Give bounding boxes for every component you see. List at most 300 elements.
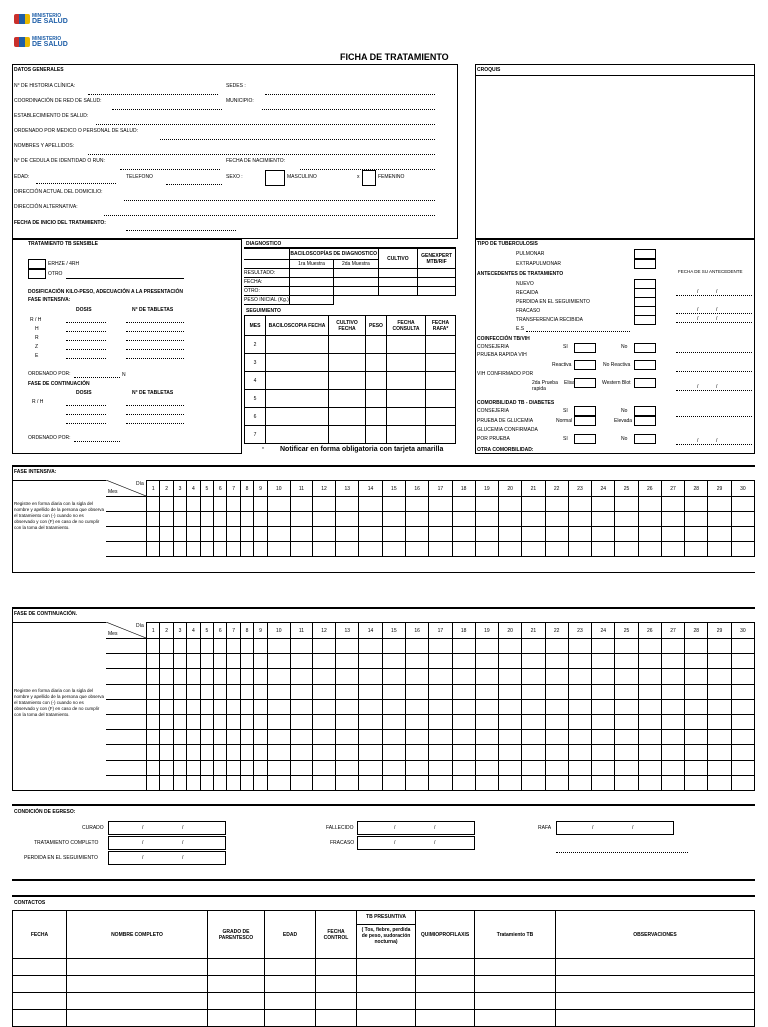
day-cell[interactable] (499, 639, 522, 654)
day-cell[interactable] (708, 527, 731, 542)
day-cell[interactable] (475, 775, 498, 790)
nombres-field[interactable] (88, 154, 435, 155)
mes-cell[interactable] (106, 775, 147, 790)
day-cell[interactable] (382, 542, 405, 557)
day-cell[interactable] (708, 745, 731, 760)
day-cell[interactable] (638, 699, 661, 714)
day-cell[interactable] (312, 669, 335, 684)
day-cell[interactable] (254, 684, 267, 699)
day-cell[interactable] (685, 497, 708, 512)
day-cell[interactable] (227, 745, 240, 760)
dose-field[interactable] (66, 423, 106, 424)
day-cell[interactable] (336, 730, 359, 745)
day-cell[interactable] (240, 714, 253, 729)
day-cell[interactable] (475, 760, 498, 775)
day-cell[interactable] (661, 760, 684, 775)
telefono-field[interactable] (166, 184, 222, 185)
day-cell[interactable] (429, 654, 452, 669)
day-cell[interactable] (267, 730, 290, 745)
tablets-field[interactable] (126, 340, 184, 341)
day-cell[interactable] (200, 714, 213, 729)
day-cell[interactable] (312, 699, 335, 714)
diag-cell[interactable] (378, 278, 418, 287)
perdida-egreso-field[interactable] (108, 851, 226, 865)
day-cell[interactable] (615, 714, 638, 729)
contact-cell[interactable] (265, 993, 316, 1010)
day-cell[interactable] (731, 714, 754, 729)
day-cell[interactable] (214, 775, 227, 790)
day-cell[interactable] (429, 745, 452, 760)
day-cell[interactable] (708, 760, 731, 775)
contact-cell[interactable] (556, 993, 755, 1010)
day-cell[interactable] (214, 714, 227, 729)
seg-cell[interactable] (366, 336, 387, 354)
day-cell[interactable] (227, 669, 240, 684)
diag-cell[interactable] (418, 278, 456, 287)
day-cell[interactable] (312, 730, 335, 745)
tablets-field[interactable] (126, 423, 184, 424)
day-cell[interactable] (227, 654, 240, 669)
day-cell[interactable] (200, 654, 213, 669)
day-cell[interactable] (290, 714, 312, 729)
day-cell[interactable] (615, 512, 638, 527)
ordenado-intensiva-field[interactable] (74, 377, 120, 378)
day-cell[interactable] (638, 745, 661, 760)
day-cell[interactable] (173, 639, 186, 654)
day-cell[interactable] (452, 684, 475, 699)
seg-cell[interactable] (366, 372, 387, 390)
day-cell[interactable] (685, 654, 708, 669)
day-cell[interactable] (452, 639, 475, 654)
day-cell[interactable] (187, 527, 200, 542)
mes-cell[interactable] (106, 760, 147, 775)
day-cell[interactable] (290, 527, 312, 542)
day-cell[interactable] (661, 775, 684, 790)
seg-cell[interactable] (366, 354, 387, 372)
contact-cell[interactable] (416, 993, 475, 1010)
day-cell[interactable] (661, 730, 684, 745)
day-cell[interactable] (359, 714, 382, 729)
day-cell[interactable] (214, 669, 227, 684)
day-cell[interactable] (160, 714, 173, 729)
day-cell[interactable] (187, 699, 200, 714)
day-cell[interactable] (429, 512, 452, 527)
day-cell[interactable] (405, 639, 428, 654)
day-cell[interactable] (336, 512, 359, 527)
day-cell[interactable] (254, 527, 267, 542)
day-cell[interactable] (661, 542, 684, 557)
seg-cell[interactable] (329, 354, 366, 372)
day-cell[interactable] (499, 699, 522, 714)
seg-cell[interactable] (366, 408, 387, 426)
day-cell[interactable] (160, 639, 173, 654)
elisa-checkbox[interactable] (574, 378, 596, 388)
contact-cell[interactable] (265, 976, 316, 993)
day-cell[interactable] (173, 527, 186, 542)
day-cell[interactable] (731, 699, 754, 714)
day-cell[interactable] (254, 669, 267, 684)
seg-cell[interactable] (426, 408, 456, 426)
mes-cell[interactable] (106, 730, 147, 745)
day-cell[interactable] (267, 654, 290, 669)
day-cell[interactable] (290, 669, 312, 684)
day-cell[interactable] (290, 542, 312, 557)
historia-field[interactable] (88, 94, 218, 95)
day-cell[interactable] (568, 699, 591, 714)
day-cell[interactable] (568, 745, 591, 760)
day-cell[interactable] (685, 699, 708, 714)
day-cell[interactable] (359, 775, 382, 790)
day-cell[interactable] (382, 730, 405, 745)
day-cell[interactable] (290, 745, 312, 760)
day-cell[interactable] (336, 745, 359, 760)
seg-cell[interactable] (426, 390, 456, 408)
day-cell[interactable] (160, 512, 173, 527)
day-cell[interactable] (615, 775, 638, 790)
day-cell[interactable] (499, 542, 522, 557)
day-cell[interactable] (160, 497, 173, 512)
day-cell[interactable] (405, 775, 428, 790)
day-cell[interactable] (227, 730, 240, 745)
day-cell[interactable] (615, 730, 638, 745)
mes-cell[interactable] (106, 714, 147, 729)
day-cell[interactable] (214, 699, 227, 714)
day-cell[interactable] (545, 714, 568, 729)
seg-cell[interactable] (266, 408, 329, 426)
day-cell[interactable] (661, 639, 684, 654)
seg-cell[interactable] (329, 408, 366, 426)
day-cell[interactable] (267, 527, 290, 542)
contact-cell[interactable] (67, 976, 208, 993)
day-cell[interactable] (359, 512, 382, 527)
day-cell[interactable] (592, 497, 615, 512)
day-cell[interactable] (429, 497, 452, 512)
day-cell[interactable] (405, 542, 428, 557)
day-cell[interactable] (147, 669, 160, 684)
seg-cell[interactable] (329, 426, 366, 444)
contact-cell[interactable] (475, 976, 556, 993)
diag-cell[interactable] (378, 287, 418, 296)
seg-cell[interactable] (329, 390, 366, 408)
day-cell[interactable] (359, 639, 382, 654)
seg-cell[interactable] (387, 426, 426, 444)
day-cell[interactable] (429, 639, 452, 654)
dose-field[interactable] (66, 349, 106, 350)
day-cell[interactable] (359, 684, 382, 699)
day-cell[interactable] (429, 684, 452, 699)
day-cell[interactable] (160, 730, 173, 745)
day-cell[interactable] (499, 775, 522, 790)
diag-cell[interactable] (418, 287, 456, 296)
day-cell[interactable] (708, 497, 731, 512)
contact-cell[interactable] (208, 993, 265, 1010)
day-cell[interactable] (499, 497, 522, 512)
day-cell[interactable] (685, 760, 708, 775)
day-cell[interactable] (522, 497, 545, 512)
day-cell[interactable] (638, 775, 661, 790)
day-cell[interactable] (214, 639, 227, 654)
day-cell[interactable] (254, 639, 267, 654)
day-cell[interactable] (290, 699, 312, 714)
day-cell[interactable] (147, 760, 160, 775)
day-cell[interactable] (312, 497, 335, 512)
day-cell[interactable] (267, 760, 290, 775)
day-cell[interactable] (290, 684, 312, 699)
day-cell[interactable] (312, 639, 335, 654)
day-cell[interactable] (685, 639, 708, 654)
dose-field[interactable] (66, 331, 106, 332)
contact-cell[interactable] (416, 976, 475, 993)
day-cell[interactable] (254, 542, 267, 557)
western-blot-checkbox[interactable] (634, 378, 656, 388)
vih-no-checkbox[interactable] (634, 343, 656, 353)
contact-cell[interactable] (316, 959, 357, 976)
day-cell[interactable] (173, 745, 186, 760)
day-cell[interactable] (568, 527, 591, 542)
day-cell[interactable] (731, 669, 754, 684)
day-cell[interactable] (240, 699, 253, 714)
day-cell[interactable] (240, 497, 253, 512)
day-cell[interactable] (685, 714, 708, 729)
seg-cell[interactable] (387, 390, 426, 408)
day-cell[interactable] (452, 775, 475, 790)
seg-cell[interactable] (387, 354, 426, 372)
day-cell[interactable] (267, 745, 290, 760)
day-cell[interactable] (160, 542, 173, 557)
vih-date-field[interactable] (676, 371, 752, 372)
day-cell[interactable] (452, 527, 475, 542)
day-cell[interactable] (267, 512, 290, 527)
day-cell[interactable] (240, 654, 253, 669)
day-cell[interactable] (731, 512, 754, 527)
seg-cell[interactable] (387, 336, 426, 354)
day-cell[interactable] (240, 775, 253, 790)
day-cell[interactable] (382, 760, 405, 775)
transferencia-checkbox[interactable] (634, 315, 656, 325)
day-cell[interactable] (382, 654, 405, 669)
day-cell[interactable] (545, 527, 568, 542)
reactiva-checkbox[interactable] (574, 360, 596, 370)
day-cell[interactable] (452, 654, 475, 669)
day-cell[interactable] (200, 745, 213, 760)
day-cell[interactable] (187, 775, 200, 790)
day-cell[interactable] (254, 714, 267, 729)
day-cell[interactable] (708, 669, 731, 684)
day-cell[interactable] (160, 654, 173, 669)
day-cell[interactable] (359, 654, 382, 669)
fecha-antec-field[interactable] (676, 313, 752, 314)
day-cell[interactable] (708, 654, 731, 669)
day-cell[interactable] (661, 745, 684, 760)
day-cell[interactable] (522, 745, 545, 760)
completo-field[interactable] (108, 836, 226, 850)
day-cell[interactable] (227, 714, 240, 729)
day-cell[interactable] (382, 684, 405, 699)
seg-cell[interactable] (266, 426, 329, 444)
seg-cell[interactable] (366, 426, 387, 444)
day-cell[interactable] (568, 512, 591, 527)
day-cell[interactable] (147, 639, 160, 654)
day-cell[interactable] (173, 714, 186, 729)
day-cell[interactable] (359, 730, 382, 745)
day-cell[interactable] (452, 730, 475, 745)
diag-cell[interactable] (378, 269, 418, 278)
day-cell[interactable] (545, 512, 568, 527)
direccion-actual-field[interactable] (124, 200, 435, 201)
day-cell[interactable] (147, 527, 160, 542)
day-cell[interactable] (200, 639, 213, 654)
day-cell[interactable] (160, 684, 173, 699)
day-cell[interactable] (312, 527, 335, 542)
day-cell[interactable] (227, 542, 240, 557)
day-cell[interactable] (522, 654, 545, 669)
seg-cell[interactable] (426, 372, 456, 390)
day-cell[interactable] (382, 527, 405, 542)
day-cell[interactable] (405, 684, 428, 699)
day-cell[interactable] (187, 714, 200, 729)
diabetes-date-field[interactable] (676, 444, 752, 445)
day-cell[interactable] (173, 512, 186, 527)
day-cell[interactable] (685, 745, 708, 760)
day-cell[interactable] (592, 684, 615, 699)
day-cell[interactable] (475, 684, 498, 699)
seg-cell[interactable] (426, 354, 456, 372)
day-cell[interactable] (173, 775, 186, 790)
day-cell[interactable] (522, 714, 545, 729)
day-cell[interactable] (499, 527, 522, 542)
day-cell[interactable] (545, 542, 568, 557)
day-cell[interactable] (452, 542, 475, 557)
day-cell[interactable] (405, 730, 428, 745)
day-cell[interactable] (475, 669, 498, 684)
tablets-field[interactable] (126, 405, 184, 406)
day-cell[interactable] (290, 512, 312, 527)
day-cell[interactable] (545, 497, 568, 512)
edad-field[interactable] (36, 183, 116, 184)
day-cell[interactable] (214, 527, 227, 542)
day-cell[interactable] (254, 760, 267, 775)
cedula-field[interactable] (120, 169, 220, 170)
day-cell[interactable] (592, 699, 615, 714)
contact-cell[interactable] (67, 959, 208, 976)
day-cell[interactable] (254, 730, 267, 745)
contact-cell[interactable] (475, 993, 556, 1010)
day-cell[interactable] (290, 654, 312, 669)
day-cell[interactable] (545, 760, 568, 775)
day-cell[interactable] (173, 497, 186, 512)
day-cell[interactable] (160, 760, 173, 775)
curado-field[interactable] (108, 821, 226, 835)
rafa-note-field[interactable] (556, 852, 688, 853)
day-cell[interactable] (568, 542, 591, 557)
day-cell[interactable] (429, 669, 452, 684)
day-cell[interactable] (267, 542, 290, 557)
masculino-checkbox[interactable] (265, 170, 285, 186)
extrapulmonar-checkbox[interactable] (634, 259, 656, 269)
contact-cell[interactable] (475, 959, 556, 976)
day-cell[interactable] (405, 669, 428, 684)
day-cell[interactable] (214, 745, 227, 760)
day-cell[interactable] (312, 714, 335, 729)
day-cell[interactable] (568, 639, 591, 654)
day-cell[interactable] (429, 714, 452, 729)
day-cell[interactable] (214, 654, 227, 669)
day-cell[interactable] (267, 497, 290, 512)
sedes-field[interactable] (265, 94, 435, 95)
day-cell[interactable] (522, 775, 545, 790)
mes-cell[interactable] (106, 745, 147, 760)
day-cell[interactable] (475, 654, 498, 669)
day-cell[interactable] (214, 512, 227, 527)
day-cell[interactable] (592, 654, 615, 669)
day-cell[interactable] (359, 497, 382, 512)
contact-cell[interactable] (556, 959, 755, 976)
day-cell[interactable] (336, 714, 359, 729)
day-cell[interactable] (731, 527, 754, 542)
day-cell[interactable] (200, 699, 213, 714)
day-cell[interactable] (568, 760, 591, 775)
day-cell[interactable] (592, 639, 615, 654)
day-cell[interactable] (200, 512, 213, 527)
day-cell[interactable] (173, 730, 186, 745)
day-cell[interactable] (254, 497, 267, 512)
day-cell[interactable] (638, 714, 661, 729)
contact-cell[interactable] (265, 959, 316, 976)
diabetes-no-checkbox[interactable] (634, 406, 656, 416)
diag-cell[interactable] (289, 296, 333, 305)
day-cell[interactable] (290, 639, 312, 654)
day-cell[interactable] (200, 542, 213, 557)
diag-cell[interactable] (334, 278, 378, 287)
day-cell[interactable] (160, 775, 173, 790)
day-cell[interactable] (173, 699, 186, 714)
day-cell[interactable] (499, 512, 522, 527)
day-cell[interactable] (405, 654, 428, 669)
contact-cell[interactable] (357, 993, 416, 1010)
day-cell[interactable] (405, 699, 428, 714)
day-cell[interactable] (615, 684, 638, 699)
tablets-field[interactable] (126, 349, 184, 350)
day-cell[interactable] (187, 745, 200, 760)
day-cell[interactable] (405, 714, 428, 729)
day-cell[interactable] (147, 699, 160, 714)
seg-cell[interactable] (266, 336, 329, 354)
otro-checkbox[interactable] (28, 269, 46, 279)
fecha-antec-field[interactable] (676, 295, 752, 296)
day-cell[interactable] (187, 542, 200, 557)
fracaso-egreso-field[interactable] (357, 836, 475, 850)
day-cell[interactable] (200, 760, 213, 775)
dose-field[interactable] (66, 322, 106, 323)
erhze-checkbox[interactable] (28, 259, 46, 269)
day-cell[interactable] (452, 745, 475, 760)
day-cell[interactable] (475, 745, 498, 760)
day-cell[interactable] (147, 745, 160, 760)
day-cell[interactable] (731, 639, 754, 654)
contact-cell[interactable] (13, 993, 67, 1010)
day-cell[interactable] (240, 669, 253, 684)
day-cell[interactable] (638, 654, 661, 669)
contact-cell[interactable] (67, 993, 208, 1010)
day-cell[interactable] (568, 654, 591, 669)
dose-field[interactable] (66, 358, 106, 359)
day-cell[interactable] (475, 730, 498, 745)
day-cell[interactable] (638, 684, 661, 699)
day-cell[interactable] (731, 497, 754, 512)
mes-cell[interactable] (106, 684, 147, 699)
seg-cell[interactable] (426, 336, 456, 354)
day-cell[interactable] (731, 775, 754, 790)
